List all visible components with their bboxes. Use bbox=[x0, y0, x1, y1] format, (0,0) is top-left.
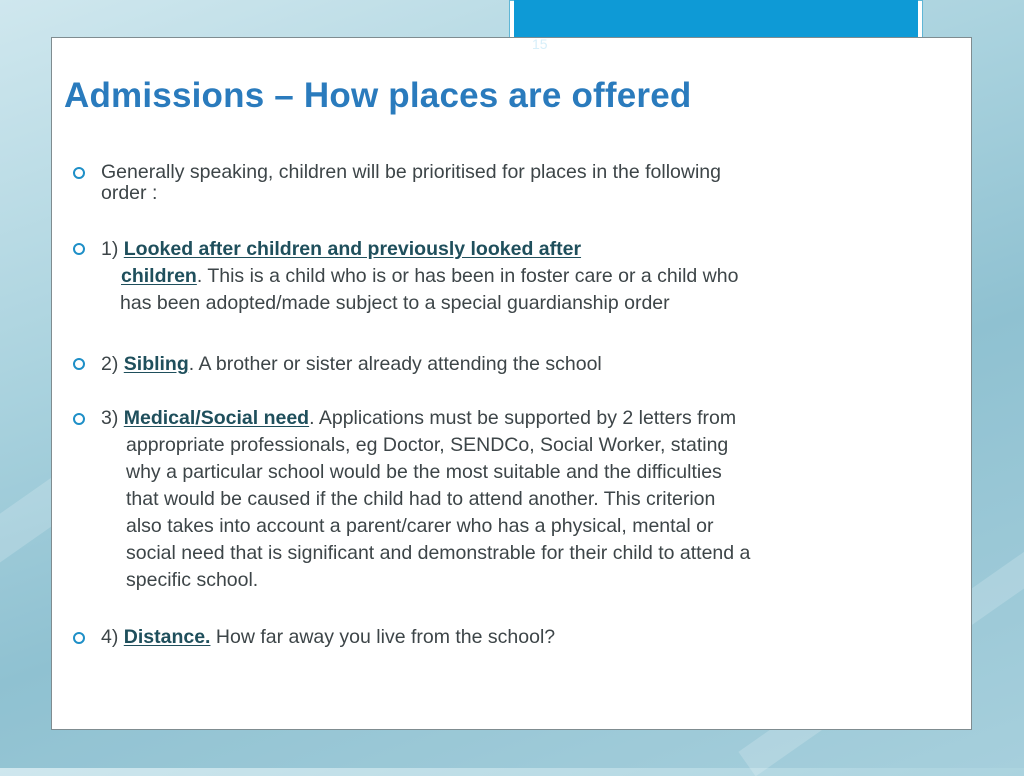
criterion-medical-social bbox=[101, 405, 750, 594]
criterion-description-line: also takes into account a parent/carer who has a physical, mental or bbox=[126, 515, 714, 537]
criterion-description-line: appropriate professionals, eg Doctor, SENDCo, Social Worker, stating bbox=[126, 434, 729, 456]
criterion-looked-after bbox=[101, 236, 738, 317]
criterion-keyword: Looked after children and previously looked after bbox=[123, 238, 582, 260]
bullet-icon bbox=[73, 632, 85, 644]
criterion-description: . Applications must be supported by 2 letters from bbox=[309, 407, 737, 429]
criterion-number: 3) bbox=[101, 407, 124, 429]
intro-text bbox=[101, 162, 721, 204]
criterion-description-line: social need that is significant and demonstrable for their child to attend a bbox=[126, 542, 751, 564]
criterion-number: 2) bbox=[101, 353, 124, 375]
criterion-description-line: why a particular school would be the most suitable and the difficulties bbox=[126, 461, 722, 483]
criterion-description: How far away you live from the school? bbox=[210, 626, 556, 648]
criterion-line bbox=[101, 351, 602, 378]
criterion-description-line: that would be caused if the child had to attend another. This criterion bbox=[126, 488, 716, 510]
criterion-distance bbox=[101, 624, 555, 651]
criterion-line bbox=[101, 263, 738, 290]
slide-title: Admissions – How places are offered bbox=[64, 76, 692, 115]
bullet-icon bbox=[73, 167, 85, 179]
criterion-description: . A brother or sister already attending the school bbox=[188, 353, 602, 375]
bullet-icon bbox=[73, 243, 85, 255]
intro-line: order : bbox=[101, 182, 158, 204]
criterion-keyword: Medical/Social need bbox=[123, 407, 310, 429]
criterion-keyword: children bbox=[121, 265, 197, 287]
slide-number: 15 bbox=[532, 36, 548, 52]
criterion-number: 4) bbox=[101, 626, 124, 648]
criterion-keyword: Sibling bbox=[123, 353, 189, 375]
criterion-description-line: specific school. bbox=[126, 569, 259, 591]
criterion-description: has been adopted/made subject to a special guardianship order bbox=[120, 292, 670, 314]
bullet-icon bbox=[73, 358, 85, 370]
criterion-description: . This is a child who is or has been in foster care or a child who bbox=[196, 265, 739, 287]
criterion-line bbox=[101, 405, 750, 432]
criterion-number: 1) bbox=[101, 238, 124, 260]
criterion-sibling bbox=[101, 351, 602, 378]
bullet-icon bbox=[73, 413, 85, 425]
criterion-line bbox=[101, 236, 738, 263]
criterion-keyword: Distance. bbox=[123, 626, 211, 648]
criterion-line bbox=[101, 624, 555, 651]
intro-line: Generally speaking, children will be prioritised for places in the following bbox=[101, 161, 721, 183]
